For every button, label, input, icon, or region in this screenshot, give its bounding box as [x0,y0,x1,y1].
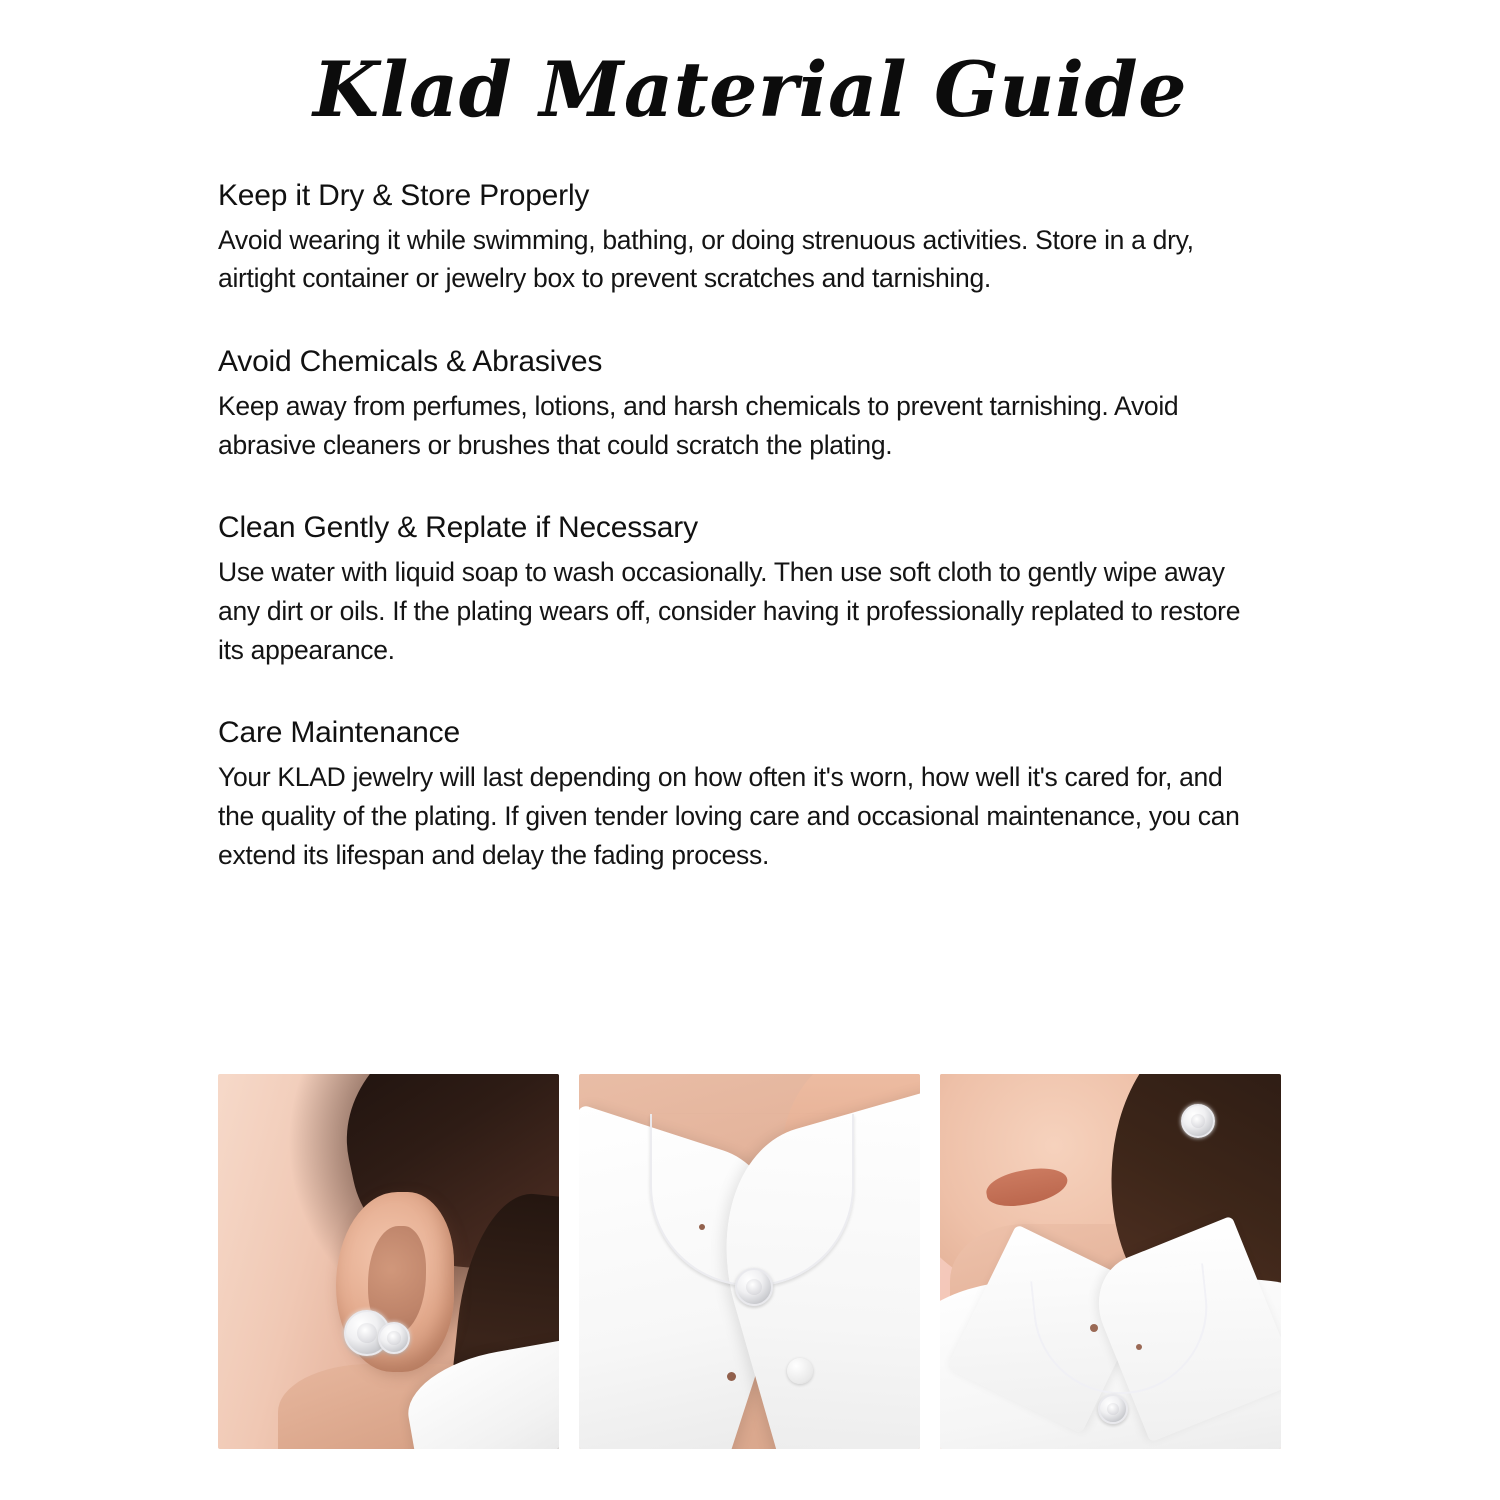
photo-profile-jewelry [940,1074,1281,1449]
skin-mole [699,1224,705,1230]
section-body: Your KLAD jewelry will last depending on how often it's worn, how well it's cared for, and the quality of the plating. If given tender loving care and occasional maintenance, you can extend its lifespan and delay the fading process. [218,762,1240,870]
guide-sections [0,176,1500,875]
section-body: Avoid wearing it while swimming, bathing, or doing strenuous activities. Store in a dry, airtight container or jewelry box to prevent scratches and tarnishing. [218,224,1194,294]
page-title: Klad Material Guide [312,45,1188,134]
stud-earring-small [378,1322,410,1354]
photo-necklace-closeup [579,1074,920,1449]
section-keep-it-dry [218,176,1282,298]
section-avoid-chemicals [218,342,1282,464]
shirt-button [787,1358,813,1384]
product-photo-gallery [218,1074,1282,1449]
necklace-pendant [1098,1394,1128,1424]
skin-mole [1136,1344,1142,1350]
skin-mole [727,1372,736,1381]
section-body: Keep away from perfumes, lotions, and harsh chemicals to prevent tarnishing. Avoid abrasive cleaners or brushes that could scratch the plating. [218,390,1179,460]
section-body: Use water with liquid soap to wash occasionally. Then use soft cloth to gently wipe away any dirt or oils. If the plating wears off, consider having it professionally replated to restore its appearance. [218,557,1241,665]
section-care-maintenance [218,713,1282,874]
section-heading: Keep it Dry & Store Properly [218,178,590,212]
stud-earring [1181,1104,1215,1138]
photo-earring-closeup [218,1074,559,1449]
section-heading: Clean Gently & Replate if Necessary [218,511,698,545]
section-clean-gently [218,508,1282,669]
necklace-pendant [735,1268,773,1306]
section-heading: Avoid Chemicals & Abrasives [218,344,603,378]
section-heading: Care Maintenance [218,716,460,750]
skin-mole [1090,1324,1098,1332]
